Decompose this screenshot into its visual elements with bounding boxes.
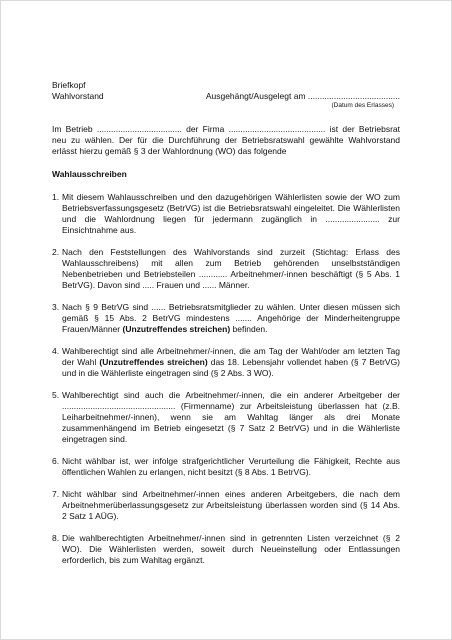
list-item <box>52 489 400 522</box>
item-text: Nach den Feststellungen des Wahlvorstands sind zurzeit (Stichtag: Erlass des Wahlausschreibens) mit allen zum Betrieb gehörenden unselbstständigen Nebenbetrieben und Betriebsteilen ............ Arbeitnehmer/-innen beschäftigt (§ 5 Abs. 1 BetrVG). Davon sind ..... Frauen und ...... Männer. <box>62 247 400 290</box>
item-number: 5. <box>52 390 60 400</box>
item-number: 8. <box>52 533 60 543</box>
item-text-part: befinden. <box>230 324 268 334</box>
list-item <box>52 192 400 236</box>
item-number: 3. <box>52 302 60 312</box>
list-item <box>52 247 400 291</box>
numbered-list <box>52 192 400 566</box>
item-text-part: Nach § 9 BetrVG sind ...... Betriebsratsmitglieder zu wählen. Unter diesen müssen sich gemäß § 15 Abs. 2 BetrVG mindestens ....... Angehörige der Minderheitengruppe Frauen/Männer <box>62 302 400 334</box>
item-number: 1. <box>52 192 60 202</box>
list-item <box>52 302 400 335</box>
item-number: 4. <box>52 346 60 356</box>
intro-paragraph: Im Betrieb .................................... der Firma ......................................... ist der Betriebsrat neu zu wählen. Der für die Durchführung der Betriebsratswahl gewählte Wahlvorstand erlässt hierzu gemäß § 3 der Wahlordnung (WO) das folgende <box>52 124 400 156</box>
list-item <box>52 456 400 478</box>
item-text-bold: (Unzutreffendes streichen) <box>99 357 208 367</box>
wahlvorstand-label: Wahlvorstand <box>52 91 104 101</box>
item-text: Mit diesem Wahlausschreiben und den dazugehörigen Wählerlisten sowie der WO zum Betriebsverfassungsgesetz (BetrVG) ist die Betriebsratswahl eingeleitet. Die Wählerlisten und die Wahlordnung liegen für jedermann zugänglich in ....................... zur Einsichtnahme aus. <box>62 192 400 235</box>
item-text: Die wahlberechtigten Arbeitnehmer/-innen sind in getrennten Listen verzeichnet (§ 2 WO). Die Wählerlisten werden, soweit durch Neueinstellung oder Entlassungen erforderlich, bis zum Wahltag ergänzt. <box>62 533 400 565</box>
item-text: Nicht wählbar sind Arbeitnehmer/-innen eines anderen Arbeitgebers, die nach dem Arbeitnehmerüberlassungsgesetz zur Arbeitsleistung überlassen worden sind (§ 14 Abs. 2 Satz 1 AÜG). <box>62 489 400 521</box>
section-heading: Wahlausschreiben <box>52 169 127 179</box>
list-item <box>52 390 400 445</box>
item-number: 2. <box>52 247 60 257</box>
item-text <box>62 302 400 335</box>
item-text <box>62 346 400 379</box>
list-item <box>52 346 400 379</box>
item-text: Nicht wählbar ist, wer infolge strafgerichtlicher Verurteilung die Fähigkeit, Rechte aus öffentlichen Wahlen zu erlangen, nicht besitzt (§ 8 Abs. 1 BetrVG). <box>62 456 400 477</box>
item-text: Wahlberechtigt sind auch die Arbeitnehmer/-innen, die ein anderer Arbeitgeber der ................................................ (Firmenname) zur Arbeitsleistung überlassen hat (z.B. Leiharbeitnehmer/-innen), wenn sie am Wahltag länger als drei Monate zusammenhängend im Betrieb eingesetzt (§ 7 Satz 2 BetrVG) und in die Wählerliste eingetragen sind. <box>62 390 400 444</box>
item-number: 6. <box>52 456 60 466</box>
list-item <box>52 533 400 566</box>
letterhead-label: Briefkopf <box>52 80 86 90</box>
item-text-part: das 18. Lebensjahr vollendet haben (§ 7 BetrVG) und in die Wählerliste eingetragen sind (§ 2 Abs. 3 WO). <box>62 357 401 378</box>
item-text-bold: (Unzutreffendes streichen) <box>122 324 231 334</box>
document-content <box>52 80 400 577</box>
header-row <box>52 91 400 102</box>
posted-date-field: Ausgehängt/Ausgelegt am ....................................... <box>205 91 400 101</box>
date-hint: (Datum des Erlasses) <box>331 102 394 109</box>
item-number: 7. <box>52 489 60 499</box>
item-text-part: Wahlberechtigt sind alle Arbeitnehmer/-innen, die am Tag der Wahl/oder am letzten Tag der Wahl <box>62 346 400 367</box>
